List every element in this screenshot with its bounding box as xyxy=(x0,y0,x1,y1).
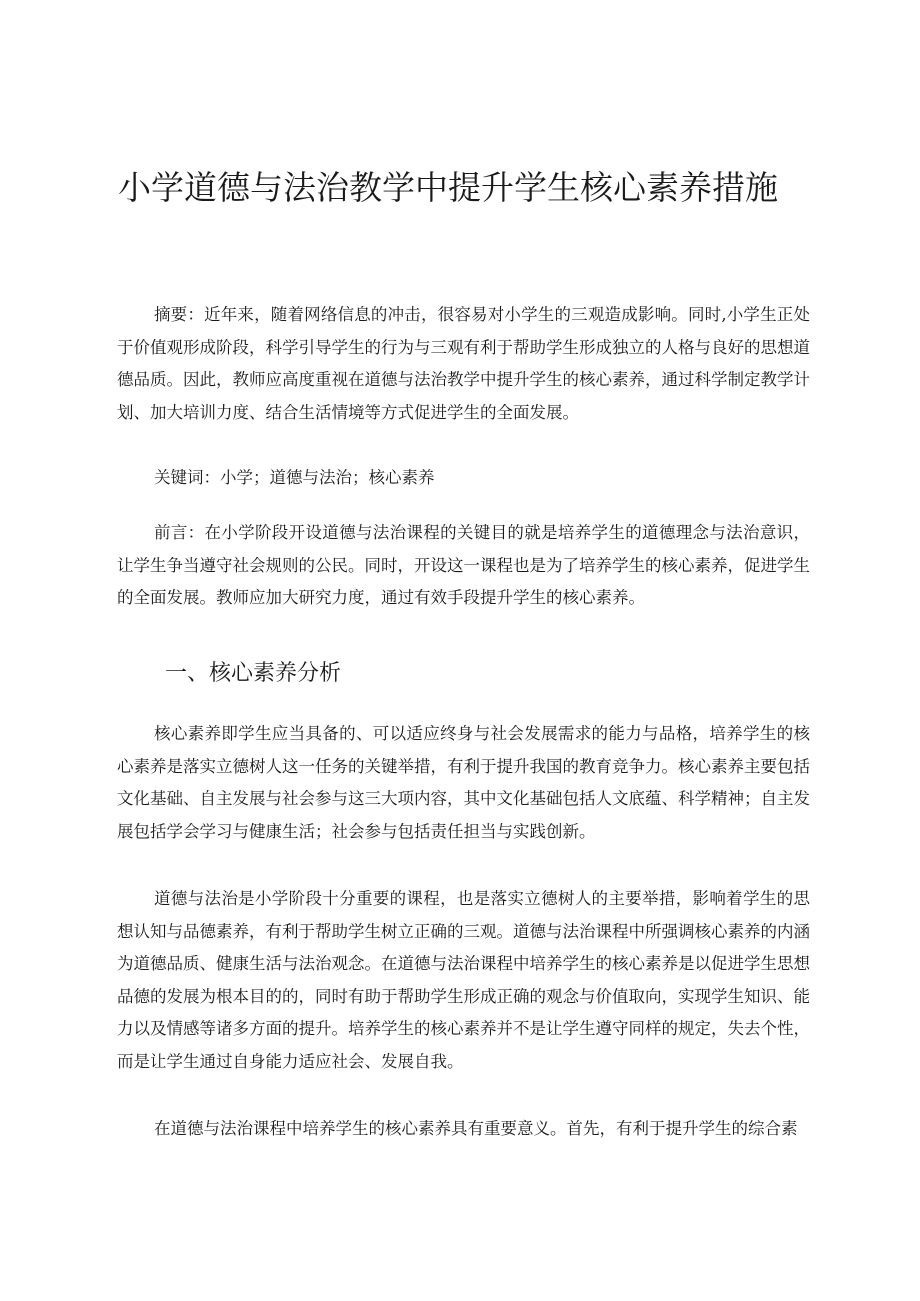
body-paragraph: 在道德与法治课程中培养学生的核心素养具有重要意义。首先，有利于提升学生的综合素 xyxy=(154,1119,798,1138)
body-paragraph: 核心素养即学生应当具备的、可以适应终身与社会发展需求的能力与品格，培养学生的核心素养是落实立德树人这一任务的关键举措，有利于提升我国的教育竞争力。核心素养主要包括文化基础、自主发展与社会参与这三大项内容，其中文化基础包括人文底蕴、科学精神；自主发展包括学会学习与健康生活；社会参与包括责任担当与实践创新。 xyxy=(117,724,810,841)
document-title: 小学道德与法治教学中提升学生核心素养措施 xyxy=(118,168,778,207)
section-heading: 一、核心素养分析 xyxy=(165,661,342,686)
abstract-paragraph: 摘要：近年来，随着网络信息的冲击，很容易对小学生的三观造成影响。同时,小学生正处于价值观形成阶段，科学引导学生的行为与三观有利于帮助学生形成独立的人格与良好的思想道德品质。因此，教师应高度重视在道德与法治教学中提升学生的核心素养，通过科学制定教学计划、加大培训力度、结合生活情境等方式促进学生的全面发展。 xyxy=(117,305,810,422)
keywords-paragraph: 关键词：小学；道德与法治；核心素养 xyxy=(154,468,435,487)
preface-paragraph: 前言：在小学阶段开设道德与法治课程的关键目的就是培养学生的道德理念与法治意识，让学生争当遵守社会规则的公民。同时，开设这一课程也是为了培养学生的核心素养，促进学生的全面发展。教师应加大研究力度，通过有效手段提升学生的核心素养。 xyxy=(117,523,810,607)
body-paragraph: 道德与法治是小学阶段十分重要的课程，也是落实立德树人的主要举措，影响着学生的思想认知与品德素养，有利于帮助学生树立正确的三观。道德与法治课程中所强调核心素养的内涵为道德品质、健康生活与法治观念。在道德与法治课程中培养学生的核心素养是以促进学生思想品德的发展为根本目的的，同时有助于帮助学生形成正确的观念与价值取向，实现学生知识、能力以及情感等诸多方面的提升。培养学生的核心素养并不是让学生遵守同样的规定，失去个性，而是让学生通过自身能力适应社会、发展自我。 xyxy=(117,889,810,1071)
